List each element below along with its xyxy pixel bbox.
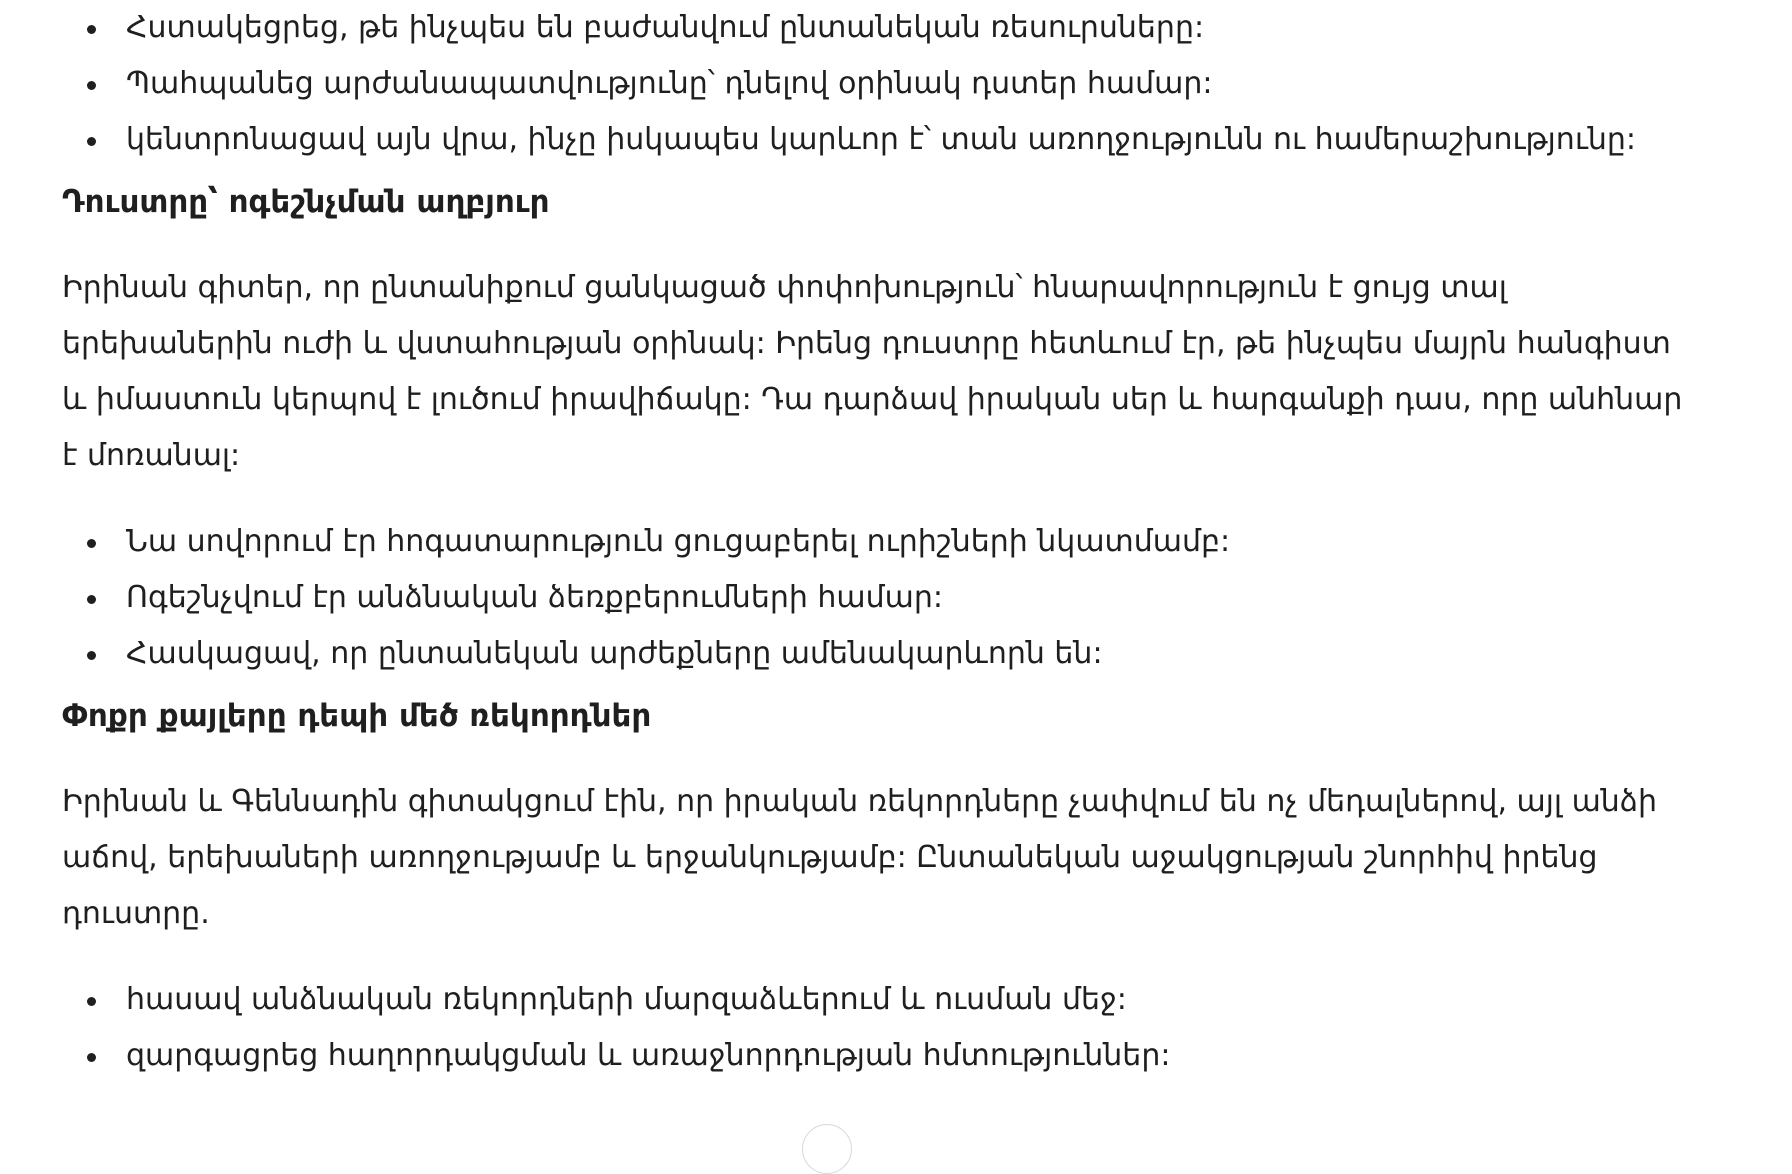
list-item: զարգացրեց հաղորդակցման և առաջնորդության հմտություններ: xyxy=(62,1028,1622,1084)
list-item: հասավ անձնական ռեկորդների մարզաձևերում և ուսման մեջ: xyxy=(62,972,1622,1028)
bullet-list-records xyxy=(62,972,1622,1084)
paragraph-line: է մոռանալ: xyxy=(62,438,241,473)
section-heading-records: Փոքր քայլերը դեպի մեծ ռեկորդներ xyxy=(62,698,652,734)
bullet-list-resources xyxy=(62,0,1636,168)
section-paragraph-daughter xyxy=(62,260,1683,484)
paragraph-line: երեխաներին ուժի և վստահության օրինակ: Իրենց դուստրը հետևում էր, թե ինչպես մայրն հանգիստ xyxy=(62,326,1671,361)
list-item: Հստակեցրեց, թե ինչպես են բաժանվում ընտանեկան ռեսուրսները: xyxy=(62,0,1622,56)
list-item: Պահպանեց արժանապատվությունը՝ դնելով օրինակ դստեր համար: xyxy=(62,56,1622,112)
paragraph-line: դուստրը. xyxy=(62,896,210,931)
list-item: կենտրոնացավ այն վրա, ինչը իսկապես կարևոր է՝ տան առողջությունն ու համերաշխությունը: xyxy=(62,112,1622,168)
list-item: Նա սովորում էր հոգատարություն ցուցաբերել ուրիշների նկատմամբ: xyxy=(62,514,1622,570)
paragraph-line: աճով, երեխաների առողջությամբ և երջանկությամբ: Ընտանեկան աջակցության շնորհիվ իրենց xyxy=(62,840,1598,875)
paragraph-line: Իրինան գիտեր, որ ընտանիքում ցանկացած փոփոխություն՝ հնարավորություն է ցույց տալ xyxy=(62,270,1507,305)
list-item: Հասկացավ, որ ընտանեկան արժեքները ամենակարևորն են: xyxy=(62,626,1622,682)
bullet-list-daughter xyxy=(62,514,1622,682)
article-body xyxy=(62,0,1683,1084)
list-item: Ոգեշնչվում էր անձնական ձեռքբերումների համար: xyxy=(62,570,1622,626)
scroll-down-button[interactable] xyxy=(802,1124,852,1174)
section-heading-daughter: Դուստրը՝ ոգեշնչման աղբյուր xyxy=(62,184,550,220)
paragraph-line: և իմաստուն կերպով է լուծում իրավիճակը: Դա դարձավ իրական սեր և հարգանքի դաս, որը անհնար xyxy=(62,382,1683,417)
section-paragraph-records xyxy=(62,774,1658,942)
paragraph-line: Իրինան և Գեննադին գիտակցում էին, որ իրական ռեկորդները չափվում են ոչ մեդալներով, այլ անձի xyxy=(62,784,1658,819)
